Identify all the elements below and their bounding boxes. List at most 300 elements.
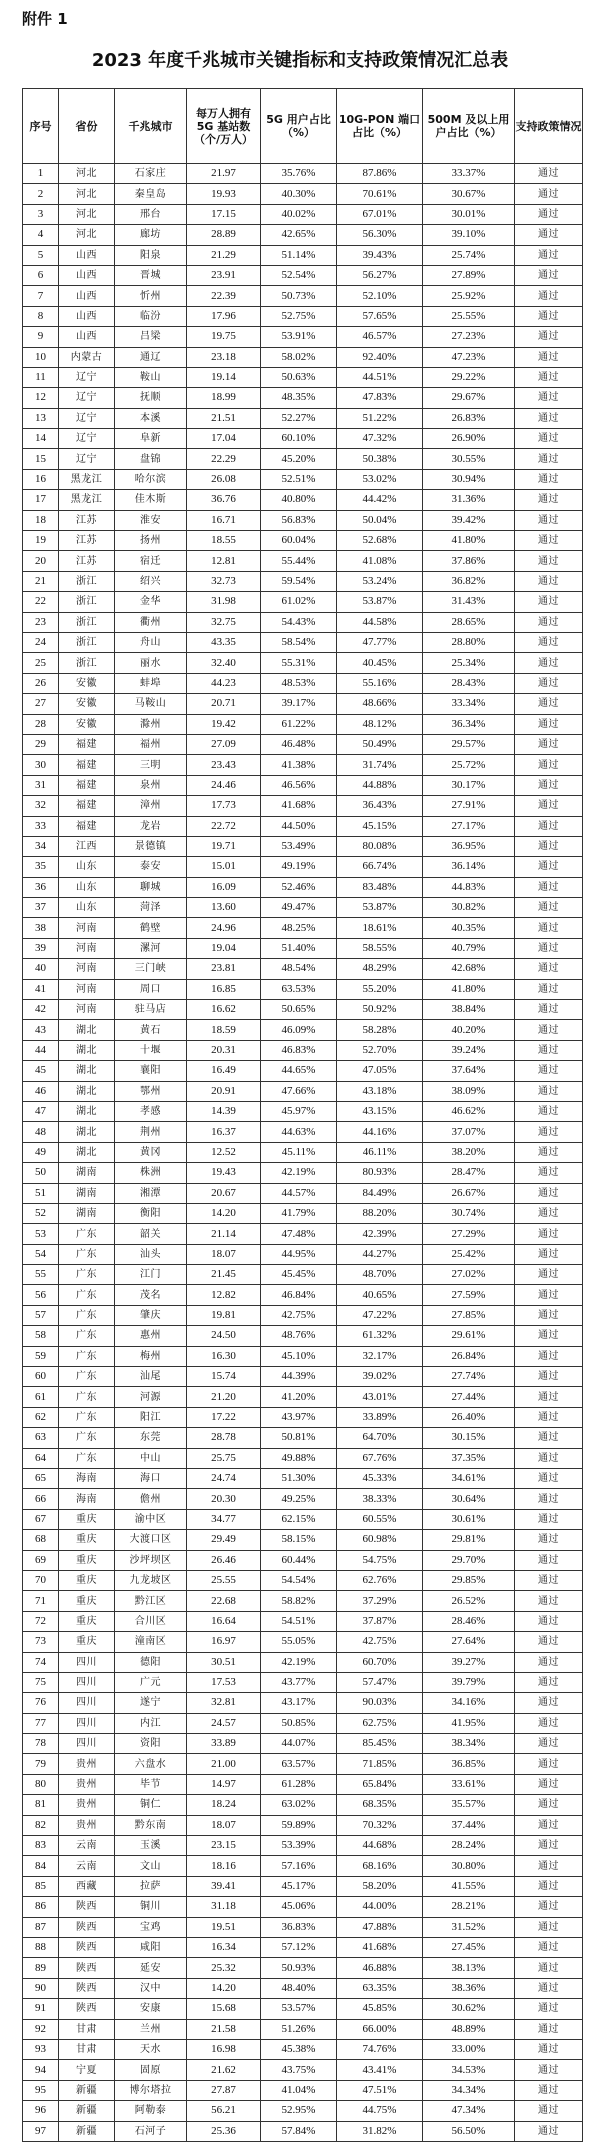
cell-5g-users: 46.48%: [261, 734, 337, 754]
cell-5g-stations: 28.89: [187, 225, 261, 245]
cell-province: 黑龙江: [59, 469, 115, 489]
cell-policy: 通过: [515, 286, 583, 306]
cell-city: 株洲: [115, 1163, 187, 1183]
cell-city: 阳江: [115, 1407, 187, 1427]
cell-500m-users: 25.34%: [423, 653, 515, 673]
cell-5g-users: 46.56%: [261, 775, 337, 795]
cell-province: 湖南: [59, 1183, 115, 1203]
cell-500m-users: 30.61%: [423, 1509, 515, 1529]
cell-index: 65: [23, 1469, 59, 1489]
cell-index: 59: [23, 1346, 59, 1366]
table-row: [23, 1795, 583, 1815]
cell-province: 贵州: [59, 1774, 115, 1794]
cell-500m-users: 33.37%: [423, 164, 515, 184]
cell-index: 68: [23, 1530, 59, 1550]
cell-city: 文山: [115, 1856, 187, 1876]
cell-policy: 通过: [515, 1285, 583, 1305]
table-row: [23, 1978, 583, 1998]
cell-5g-stations: 19.51: [187, 1917, 261, 1937]
table-row: [23, 796, 583, 816]
cell-5g-stations: 17.73: [187, 796, 261, 816]
cell-500m-users: 28.43%: [423, 673, 515, 693]
cell-city: 石河子: [115, 2121, 187, 2141]
cell-province: 山西: [59, 286, 115, 306]
table-row: [23, 1061, 583, 1081]
table-row: [23, 1632, 583, 1652]
cell-5g-users: 60.10%: [261, 429, 337, 449]
cell-10g-pon: 55.16%: [337, 673, 423, 693]
cell-5g-stations: 18.55: [187, 531, 261, 551]
cell-5g-stations: 21.51: [187, 408, 261, 428]
cell-index: 34: [23, 836, 59, 856]
cell-province: 安徽: [59, 714, 115, 734]
cell-province: 广东: [59, 1244, 115, 1264]
cell-5g-users: 50.65%: [261, 1000, 337, 1020]
cell-index: 76: [23, 1693, 59, 1713]
cell-index: 86: [23, 1897, 59, 1917]
cell-policy: 通过: [515, 1061, 583, 1081]
cell-policy: 通过: [515, 1591, 583, 1611]
cell-500m-users: 30.15%: [423, 1428, 515, 1448]
cell-10g-pon: 44.42%: [337, 490, 423, 510]
cell-city: 衢州: [115, 612, 187, 632]
cell-city: 中山: [115, 1448, 187, 1468]
cell-5g-stations: 20.67: [187, 1183, 261, 1203]
cell-5g-users: 58.15%: [261, 1530, 337, 1550]
cell-5g-users: 63.53%: [261, 979, 337, 999]
cell-policy: 通过: [515, 1693, 583, 1713]
cell-10g-pon: 58.20%: [337, 1876, 423, 1896]
cell-province: 海南: [59, 1489, 115, 1509]
cell-index: 2: [23, 184, 59, 204]
cell-5g-stations: 18.99: [187, 388, 261, 408]
cell-policy: 通过: [515, 1407, 583, 1427]
cell-500m-users: 33.00%: [423, 2039, 515, 2059]
cell-index: 45: [23, 1061, 59, 1081]
table-row: [23, 734, 583, 754]
cell-province: 辽宁: [59, 429, 115, 449]
cell-10g-pon: 46.57%: [337, 327, 423, 347]
cell-10g-pon: 57.47%: [337, 1672, 423, 1692]
cell-5g-users: 49.25%: [261, 1489, 337, 1509]
table-row: [23, 1367, 583, 1387]
cell-city: 毕节: [115, 1774, 187, 1794]
cell-policy: 通过: [515, 816, 583, 836]
cell-5g-stations: 19.14: [187, 367, 261, 387]
cell-policy: 通过: [515, 1224, 583, 1244]
cell-index: 69: [23, 1550, 59, 1570]
cell-5g-users: 51.14%: [261, 245, 337, 265]
cell-10g-pon: 80.93%: [337, 1163, 423, 1183]
cell-city: 舟山: [115, 632, 187, 652]
cell-5g-users: 50.81%: [261, 1428, 337, 1448]
cell-policy: 通过: [515, 1122, 583, 1142]
cell-500m-users: 46.62%: [423, 1101, 515, 1121]
cell-index: 53: [23, 1224, 59, 1244]
cell-10g-pon: 44.00%: [337, 1897, 423, 1917]
cell-province: 广东: [59, 1367, 115, 1387]
cell-province: 福建: [59, 775, 115, 795]
table-row: [23, 551, 583, 571]
cell-province: 广东: [59, 1305, 115, 1325]
cell-5g-stations: 17.22: [187, 1407, 261, 1427]
table-row: [23, 1428, 583, 1448]
cell-policy: 通过: [515, 1876, 583, 1896]
cell-province: 湖北: [59, 1101, 115, 1121]
cell-city: 吕梁: [115, 327, 187, 347]
cell-5g-users: 41.20%: [261, 1387, 337, 1407]
cell-province: 浙江: [59, 632, 115, 652]
cell-10g-pon: 41.68%: [337, 1937, 423, 1957]
table-row: [23, 1774, 583, 1794]
cell-city: 遂宁: [115, 1693, 187, 1713]
cell-index: 30: [23, 755, 59, 775]
cell-500m-users: 27.02%: [423, 1265, 515, 1285]
table-row: [23, 367, 583, 387]
cell-10g-pon: 43.18%: [337, 1081, 423, 1101]
cell-5g-users: 48.40%: [261, 1978, 337, 1998]
cell-index: 54: [23, 1244, 59, 1264]
cell-10g-pon: 52.68%: [337, 531, 423, 551]
cell-policy: 通过: [515, 2080, 583, 2100]
cell-policy: 通过: [515, 490, 583, 510]
cell-500m-users: 27.29%: [423, 1224, 515, 1244]
cell-province: 湖南: [59, 1163, 115, 1183]
cell-policy: 通过: [515, 2019, 583, 2039]
cell-index: 70: [23, 1570, 59, 1590]
cell-policy: 通过: [515, 2121, 583, 2141]
cell-5g-users: 45.97%: [261, 1101, 337, 1121]
cell-city: 延安: [115, 1958, 187, 1978]
cell-policy: 通过: [515, 367, 583, 387]
cell-5g-users: 44.39%: [261, 1367, 337, 1387]
cell-province: 云南: [59, 1836, 115, 1856]
cell-city: 通辽: [115, 347, 187, 367]
table-row: [23, 1876, 583, 1896]
cell-10g-pon: 45.15%: [337, 816, 423, 836]
col-header-5g-stations: 每万人拥有 5G 基站数（个/万人）: [187, 89, 261, 164]
cell-10g-pon: 43.15%: [337, 1101, 423, 1121]
cell-city: 九龙坡区: [115, 1570, 187, 1590]
cell-province: 河南: [59, 938, 115, 958]
cell-5g-users: 41.04%: [261, 2080, 337, 2100]
cell-city: 鞍山: [115, 367, 187, 387]
cell-province: 贵州: [59, 1815, 115, 1835]
cell-5g-users: 54.51%: [261, 1611, 337, 1631]
cell-500m-users: 34.16%: [423, 1693, 515, 1713]
cell-5g-users: 54.43%: [261, 612, 337, 632]
cell-500m-users: 25.55%: [423, 306, 515, 326]
table-body: [23, 164, 583, 2142]
cell-500m-users: 30.55%: [423, 449, 515, 469]
cell-10g-pon: 55.20%: [337, 979, 423, 999]
cell-province: 河南: [59, 979, 115, 999]
cell-10g-pon: 39.02%: [337, 1367, 423, 1387]
cell-index: 43: [23, 1020, 59, 1040]
cell-500m-users: 47.34%: [423, 2101, 515, 2121]
cell-5g-stations: 19.43: [187, 1163, 261, 1183]
cell-10g-pon: 47.32%: [337, 429, 423, 449]
cell-policy: 通过: [515, 551, 583, 571]
cell-city: 阿勒泰: [115, 2101, 187, 2121]
cell-city: 大渡口区: [115, 1530, 187, 1550]
cell-5g-stations: 23.81: [187, 959, 261, 979]
table-row: [23, 429, 583, 449]
cell-500m-users: 56.50%: [423, 2121, 515, 2141]
table-row: [23, 164, 583, 184]
cell-5g-users: 61.28%: [261, 1774, 337, 1794]
cell-province: 四川: [59, 1652, 115, 1672]
cell-province: 安徽: [59, 673, 115, 693]
cell-index: 89: [23, 1958, 59, 1978]
cell-500m-users: 29.57%: [423, 734, 515, 754]
cell-policy: 通过: [515, 918, 583, 938]
cell-10g-pon: 40.45%: [337, 653, 423, 673]
cell-10g-pon: 45.85%: [337, 1999, 423, 2019]
cell-index: 25: [23, 653, 59, 673]
table-row: [23, 1856, 583, 1876]
summary-table: [22, 88, 583, 2142]
cell-10g-pon: 63.35%: [337, 1978, 423, 1998]
cell-index: 5: [23, 245, 59, 265]
cell-5g-stations: 32.40: [187, 653, 261, 673]
table-row: [23, 653, 583, 673]
cell-5g-stations: 16.37: [187, 1122, 261, 1142]
cell-10g-pon: 92.40%: [337, 347, 423, 367]
cell-policy: 通过: [515, 1040, 583, 1060]
cell-index: 33: [23, 816, 59, 836]
cell-policy: 通过: [515, 694, 583, 714]
cell-10g-pon: 50.92%: [337, 1000, 423, 1020]
cell-province: 山西: [59, 327, 115, 347]
cell-5g-users: 55.44%: [261, 551, 337, 571]
cell-5g-users: 48.76%: [261, 1326, 337, 1346]
cell-index: 7: [23, 286, 59, 306]
cell-index: 74: [23, 1652, 59, 1672]
cell-province: 四川: [59, 1713, 115, 1733]
cell-city: 茂名: [115, 1285, 187, 1305]
cell-index: 48: [23, 1122, 59, 1142]
cell-10g-pon: 60.55%: [337, 1509, 423, 1529]
cell-500m-users: 37.07%: [423, 1122, 515, 1142]
cell-10g-pon: 46.11%: [337, 1142, 423, 1162]
cell-index: 97: [23, 2121, 59, 2141]
table-row: [23, 1672, 583, 1692]
cell-500m-users: 27.45%: [423, 1937, 515, 1957]
cell-500m-users: 40.79%: [423, 938, 515, 958]
cell-index: 60: [23, 1367, 59, 1387]
cell-10g-pon: 71.85%: [337, 1754, 423, 1774]
cell-index: 82: [23, 1815, 59, 1835]
cell-5g-users: 44.63%: [261, 1122, 337, 1142]
cell-10g-pon: 48.29%: [337, 959, 423, 979]
cell-index: 36: [23, 877, 59, 897]
table-row: [23, 959, 583, 979]
cell-500m-users: 25.74%: [423, 245, 515, 265]
cell-province: 广东: [59, 1346, 115, 1366]
cell-5g-users: 42.19%: [261, 1652, 337, 1672]
cell-500m-users: 25.72%: [423, 755, 515, 775]
cell-city: 韶关: [115, 1224, 187, 1244]
col-header-province: 省份: [59, 89, 115, 164]
cell-index: 92: [23, 2019, 59, 2039]
cell-5g-users: 55.05%: [261, 1632, 337, 1652]
cell-province: 广东: [59, 1428, 115, 1448]
table-row: [23, 694, 583, 714]
cell-index: 83: [23, 1836, 59, 1856]
cell-policy: 通过: [515, 1020, 583, 1040]
cell-10g-pon: 48.70%: [337, 1265, 423, 1285]
cell-index: 51: [23, 1183, 59, 1203]
cell-5g-users: 58.54%: [261, 632, 337, 652]
cell-index: 26: [23, 673, 59, 693]
cell-5g-users: 55.31%: [261, 653, 337, 673]
cell-500m-users: 34.34%: [423, 2080, 515, 2100]
cell-city: 玉溪: [115, 1836, 187, 1856]
cell-10g-pon: 46.88%: [337, 1958, 423, 1978]
cell-province: 浙江: [59, 612, 115, 632]
cell-500m-users: 30.82%: [423, 898, 515, 918]
cell-500m-users: 30.67%: [423, 184, 515, 204]
cell-index: 91: [23, 1999, 59, 2019]
cell-5g-users: 45.10%: [261, 1346, 337, 1366]
cell-5g-users: 49.19%: [261, 857, 337, 877]
cell-5g-users: 44.50%: [261, 816, 337, 836]
cell-500m-users: 37.86%: [423, 551, 515, 571]
col-header-5g-users: 5G 用户占比（%）: [261, 89, 337, 164]
cell-index: 27: [23, 694, 59, 714]
cell-index: 72: [23, 1611, 59, 1631]
cell-city: 铜仁: [115, 1795, 187, 1815]
cell-5g-stations: 18.07: [187, 1815, 261, 1835]
cell-index: 46: [23, 1081, 59, 1101]
cell-index: 39: [23, 938, 59, 958]
cell-province: 广东: [59, 1448, 115, 1468]
cell-500m-users: 27.59%: [423, 1285, 515, 1305]
cell-500m-users: 42.68%: [423, 959, 515, 979]
cell-5g-users: 40.02%: [261, 204, 337, 224]
cell-5g-stations: 18.24: [187, 1795, 261, 1815]
cell-5g-stations: 22.29: [187, 449, 261, 469]
table-row: [23, 306, 583, 326]
cell-policy: 通过: [515, 1367, 583, 1387]
cell-500m-users: 29.81%: [423, 1530, 515, 1550]
cell-5g-users: 59.89%: [261, 1815, 337, 1835]
cell-5g-stations: 21.97: [187, 164, 261, 184]
table-row: [23, 1836, 583, 1856]
cell-5g-stations: 22.68: [187, 1591, 261, 1611]
cell-10g-pon: 47.77%: [337, 632, 423, 652]
table-row: [23, 1040, 583, 1060]
cell-province: 重庆: [59, 1550, 115, 1570]
cell-10g-pon: 47.05%: [337, 1061, 423, 1081]
cell-5g-stations: 23.18: [187, 347, 261, 367]
cell-province: 福建: [59, 734, 115, 754]
cell-city: 汉中: [115, 1978, 187, 1998]
cell-5g-users: 43.97%: [261, 1407, 337, 1427]
cell-5g-stations: 24.96: [187, 918, 261, 938]
cell-city: 忻州: [115, 286, 187, 306]
cell-policy: 通过: [515, 327, 583, 347]
cell-city: 周口: [115, 979, 187, 999]
cell-province: 重庆: [59, 1591, 115, 1611]
cell-10g-pon: 42.75%: [337, 1632, 423, 1652]
cell-10g-pon: 50.04%: [337, 510, 423, 530]
cell-city: 黔江区: [115, 1591, 187, 1611]
cell-500m-users: 36.95%: [423, 836, 515, 856]
cell-5g-stations: 17.53: [187, 1672, 261, 1692]
cell-10g-pon: 85.45%: [337, 1734, 423, 1754]
cell-city: 蚌埠: [115, 673, 187, 693]
table-row: [23, 1081, 583, 1101]
table-row: [23, 1999, 583, 2019]
cell-city: 合川区: [115, 1611, 187, 1631]
cell-5g-users: 49.47%: [261, 898, 337, 918]
cell-city: 渝中区: [115, 1509, 187, 1529]
cell-10g-pon: 40.65%: [337, 1285, 423, 1305]
cell-province: 四川: [59, 1693, 115, 1713]
cell-city: 襄阳: [115, 1061, 187, 1081]
cell-policy: 通过: [515, 204, 583, 224]
cell-policy: 通过: [515, 1203, 583, 1223]
table-row: [23, 1897, 583, 1917]
cell-500m-users: 27.85%: [423, 1305, 515, 1325]
table-row: [23, 510, 583, 530]
table-row: [23, 2080, 583, 2100]
cell-index: 42: [23, 1000, 59, 1020]
table-row: [23, 1815, 583, 1835]
cell-5g-stations: 20.30: [187, 1489, 261, 1509]
cell-10g-pon: 41.08%: [337, 551, 423, 571]
cell-5g-stations: 19.71: [187, 836, 261, 856]
cell-policy: 通过: [515, 1244, 583, 1264]
table-row: [23, 673, 583, 693]
cell-500m-users: 31.52%: [423, 1917, 515, 1937]
cell-province: 广东: [59, 1407, 115, 1427]
cell-5g-stations: 18.16: [187, 1856, 261, 1876]
cell-5g-stations: 36.76: [187, 490, 261, 510]
cell-5g-users: 44.95%: [261, 1244, 337, 1264]
cell-5g-stations: 24.57: [187, 1713, 261, 1733]
cell-province: 陕西: [59, 1958, 115, 1978]
cell-index: 62: [23, 1407, 59, 1427]
cell-10g-pon: 53.24%: [337, 571, 423, 591]
table-row: [23, 1591, 583, 1611]
cell-500m-users: 36.14%: [423, 857, 515, 877]
cell-500m-users: 28.65%: [423, 612, 515, 632]
cell-5g-users: 42.19%: [261, 1163, 337, 1183]
cell-10g-pon: 56.27%: [337, 265, 423, 285]
cell-500m-users: 26.84%: [423, 1346, 515, 1366]
cell-index: 16: [23, 469, 59, 489]
cell-10g-pon: 66.74%: [337, 857, 423, 877]
cell-policy: 通过: [515, 510, 583, 530]
table-row: [23, 327, 583, 347]
cell-index: 35: [23, 857, 59, 877]
table-row: [23, 755, 583, 775]
cell-5g-stations: 32.75: [187, 612, 261, 632]
cell-city: 儋州: [115, 1489, 187, 1509]
cell-5g-stations: 25.32: [187, 1958, 261, 1978]
cell-policy: 通过: [515, 1917, 583, 1937]
cell-index: 94: [23, 2060, 59, 2080]
cell-500m-users: 38.13%: [423, 1958, 515, 1978]
cell-index: 84: [23, 1856, 59, 1876]
cell-500m-users: 37.35%: [423, 1448, 515, 1468]
cell-province: 河南: [59, 1000, 115, 1020]
table-row: [23, 347, 583, 367]
cell-5g-users: 43.77%: [261, 1672, 337, 1692]
